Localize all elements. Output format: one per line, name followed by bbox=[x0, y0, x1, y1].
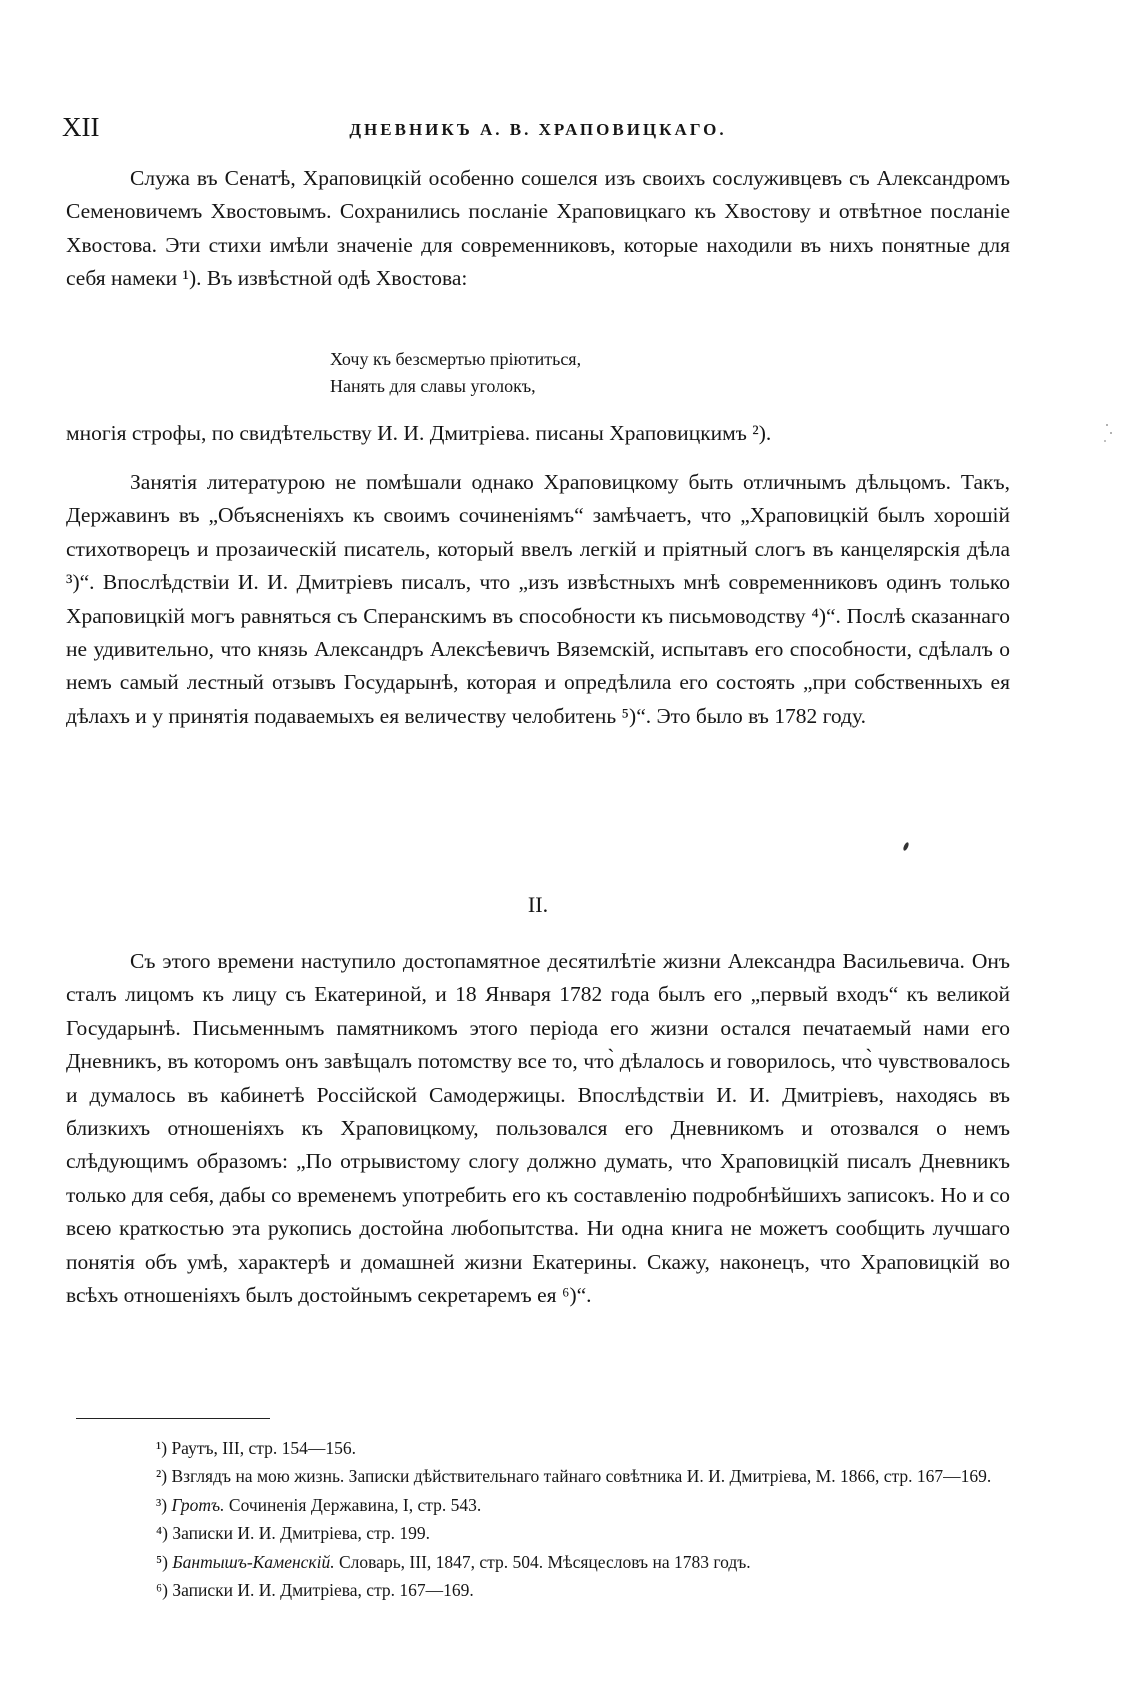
body-paragraph-1-block bbox=[66, 162, 1010, 296]
page-number: XII bbox=[62, 112, 100, 142]
section-heading: II. bbox=[527, 892, 549, 917]
footnote bbox=[66, 1462, 1010, 1490]
ink-speck bbox=[902, 842, 909, 852]
body-paragraph-1-continuation-block bbox=[66, 417, 1010, 450]
footnote bbox=[66, 1434, 1010, 1462]
footnote bbox=[66, 1519, 1010, 1547]
footnote-text: Раутъ, III, стр. 154—156. bbox=[171, 1438, 356, 1458]
footnote-text: Сочиненія Державина, I, стр. 543. bbox=[228, 1494, 482, 1515]
footnote-mark: ²) bbox=[156, 1466, 168, 1487]
footnote-mark: ⁶) bbox=[156, 1580, 168, 1601]
footnote-text: Записки И. И. Дмитріева, стр. 199. bbox=[172, 1523, 431, 1544]
footnote-mark: ⁴) bbox=[156, 1523, 168, 1544]
body-paragraph-1: Служа въ Сенатѣ, Храповицкій особенно сошелся изъ своихъ сослуживцевъ съ Александромъ Семеновичемъ Хвостовымъ. Сохранились посланіе Храповицкаго къ Хвостову и отвѣтное посланіе Хвостова. Эти стихи имѣли значеніе для современниковъ, которые находили въ нихъ понятные для себя намеки ¹). Въ извѣстной одѣ Хвостова: bbox=[66, 166, 1010, 291]
ink-speck bbox=[1106, 424, 1108, 426]
footnote-text: Записки И. И. Дмитріева, стр. 167—169. bbox=[172, 1580, 474, 1601]
footnote-author: Гротъ. bbox=[171, 1494, 225, 1515]
body-paragraph-1-continuation: многія строфы, по свидѣтельству И. И. Дмитріева. писаны Храповицкимъ ²). bbox=[66, 421, 772, 445]
verse-line-2: Нанять для славы уголокъ, bbox=[330, 376, 536, 396]
body-paragraph-3: Съ этого времени наступило достопамятное десятилѣтіе жизни Александра Васильевича. Онъ сталъ лицомъ къ лицу съ Екатериной, и 18 Января 1782 года былъ его „первый входъ“ къ великой Государынѣ. Письменнымъ памятникомъ этого періода его жизни остался печатаемый нами его Дневникъ, въ которомъ онъ завѣщалъ потомству все то, что̀ дѣлалось и говорилось, что̀ чувствовалось и думалось въ кабинетѣ Россійской Самодержицы. Впослѣдствіи И. И. Дмитріевъ, находясь въ близкихъ отношеніяхъ къ Храповицкому, пользовался его Дневникомъ и отозвался о немъ слѣдующимъ образомъ: „По отрывистому слогу должно думать, что Храповицкій писалъ Дневникъ только для себя, дабы со временемъ употребить его къ составленію подробнѣйшихъ записокъ. Но и со всею краткостью эта рукопись достойна любопытства. Ни одна книга не можетъ сообщить лучшаго понятія объ умѣ, характерѣ и домашней жизни Екатерины. Скажу, наконецъ, что Храповицкій во всѣхъ отношеніяхъ былъ достойнымъ секретаремъ ея ⁶)“. bbox=[66, 949, 1010, 1308]
ink-speck bbox=[1110, 432, 1112, 434]
footnotes bbox=[66, 1434, 1010, 1604]
page-header bbox=[62, 112, 1014, 152]
footnote-text: Взглядъ на мою жизнь. Записки дѣйствительнаго тайнаго совѣтника И. И. Дмитріева, М. 1866, стр. 167—169. bbox=[171, 1466, 992, 1487]
footnote-mark: ¹) bbox=[156, 1438, 168, 1458]
body-paragraph-2-block bbox=[66, 466, 1010, 733]
footnote-mark: ³) bbox=[156, 1494, 168, 1515]
verse-quote bbox=[330, 346, 581, 400]
footnote bbox=[66, 1491, 1010, 1519]
verse-line-1: Хочу къ безсмертью пріютиться, bbox=[330, 349, 582, 369]
body-paragraph-2: Занятія литературою не помѣшали однако Храповицкому быть отличнымъ дѣльцомъ. Такъ, Державинъ въ „Объясненіяхъ къ своимъ сочиненіямъ“ замѣчаетъ, что „Храповицкій былъ хорошій стихотворецъ и прозаическій писатель, который ввелъ легкій и пріятный слогъ въ канцелярскія дѣла ³)“. Впослѣдствіи И. И. Дмитріевъ писалъ, что „изъ извѣстныхъ мнѣ современниковъ одинъ только Храповицкій могъ равняться съ Сперанскимъ въ способности къ письмоводству ⁴)“. Послѣ сказаннаго не удивительно, что князь Александръ Алексѣевичъ Вяземскій, испытавъ его способности, сдѣлалъ о немъ самый лестный отзывъ Государынѣ, которая и опредѣлила его состоять „при собственныхъ ея дѣлахъ и у принятія подаваемыхъ ея величеству челобитень ⁵)“. Это было въ 1782 году. bbox=[66, 470, 1010, 728]
body-paragraph-3-block bbox=[66, 945, 1010, 1312]
footnote-mark: ⁵) bbox=[156, 1551, 168, 1572]
footnote-rule bbox=[76, 1418, 270, 1419]
footnote bbox=[66, 1548, 1010, 1576]
ink-speck bbox=[1104, 440, 1106, 442]
footnote bbox=[66, 1576, 1010, 1604]
footnote-author: Бантышъ-Каменскій. bbox=[172, 1551, 335, 1572]
running-title: ДНЕВНИКЪ А. В. ХРАПОВИЦКАГО. bbox=[349, 120, 727, 139]
footnote-text: Словарь, III, 1847, стр. 504. Мѣсяцесловъ на 1783 годъ. bbox=[338, 1551, 751, 1572]
